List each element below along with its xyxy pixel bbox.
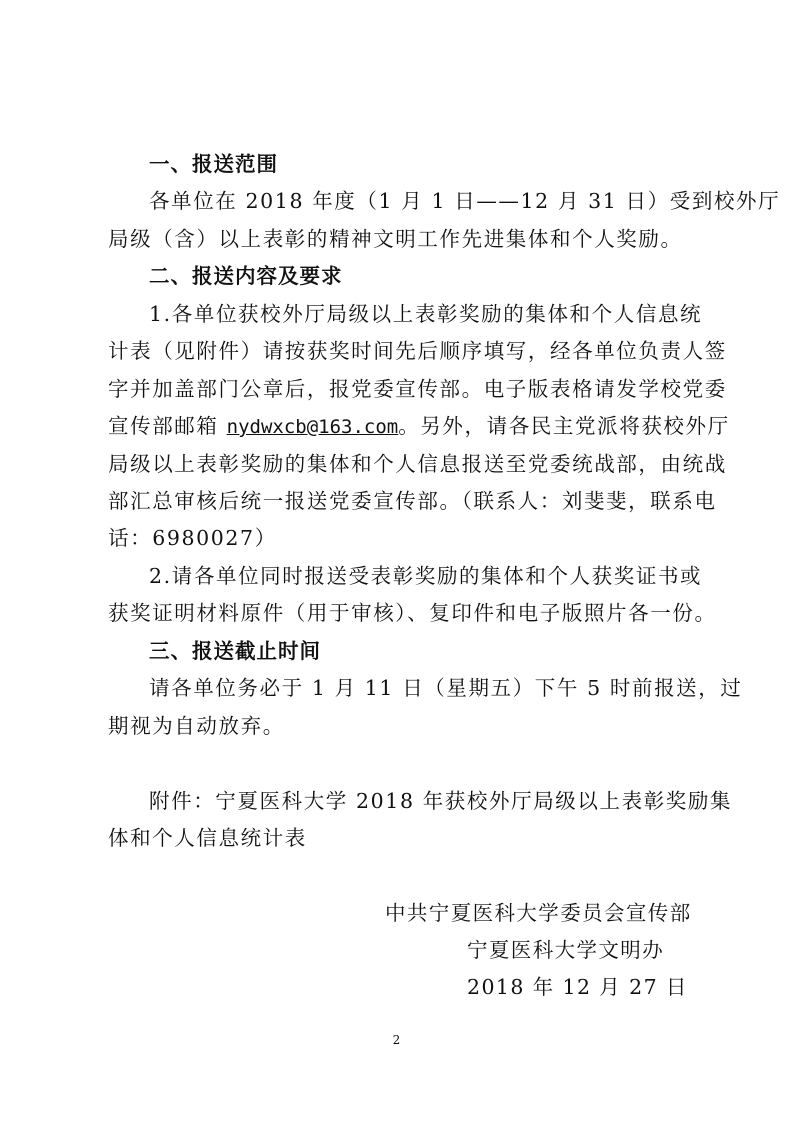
attachment-line: 体和个人信息统计表	[108, 826, 307, 850]
paragraph-line	[108, 409, 730, 444]
paragraph-line: 1.各单位获校外厅局级以上表彰奖励的集体和个人信息统	[149, 302, 703, 326]
page-number: 2	[392, 1033, 401, 1047]
signature-org-civilization-office: 宁夏医科大学文明办	[467, 938, 665, 962]
paragraph-line: 计表（见附件）请按获奖时间先后顺序填写，经各单位负责人签	[108, 339, 727, 363]
paragraph-text: 。另外，请各民主党派将获校外厅	[398, 414, 730, 438]
email-link[interactable]: nydwxcb@163.com	[226, 416, 399, 438]
paragraph-line: 期视为自动放弃。	[108, 714, 285, 738]
section-heading-requirements: 二、报送内容及要求	[149, 264, 343, 288]
signature-org-propaganda: 中共宁夏医科大学委员会宣传部	[385, 901, 692, 925]
paragraph-text: 宣传部邮箱	[108, 414, 227, 438]
attachment-line: 附件：宁夏医科大学 2018 年获校外厅局级以上表彰奖励集	[149, 789, 733, 813]
signature-date: 2018 年 12 月 27 日	[467, 975, 688, 999]
paragraph-line: 话：6980027）	[108, 526, 277, 550]
paragraph-line: 2.请各单位同时报送受表彰奖励的集体和个人获奖证书或	[149, 564, 703, 588]
paragraph-line: 获奖证明材料原件（用于审核）、复印件和电子版照片各一份。	[108, 601, 717, 625]
paragraph-line: 各单位在 2018 年度（1 月 1 日——12 月 31 日）受到校外厅	[149, 189, 781, 213]
paragraph-line: 部汇总审核后统一报送党委宣传部。（联系人：刘斐斐，联系电	[108, 489, 717, 513]
paragraph-line: 字并加盖部门公章后，报党委宣传部。电子版表格请发学校党委	[108, 377, 727, 401]
paragraph-line: 局级（含）以上表彰的精神文明工作先进集体和个人奖励。	[108, 227, 683, 251]
paragraph-line: 局级以上表彰奖励的集体和个人信息报送至党委统战部，由统战	[108, 452, 727, 476]
section-heading-deadline: 三、报送截止时间	[149, 639, 321, 663]
paragraph-line: 请各单位务必于 1 月 11 日（星期五）下午 5 时前报送，过	[149, 676, 743, 700]
section-heading-scope: 一、报送范围	[149, 152, 278, 176]
